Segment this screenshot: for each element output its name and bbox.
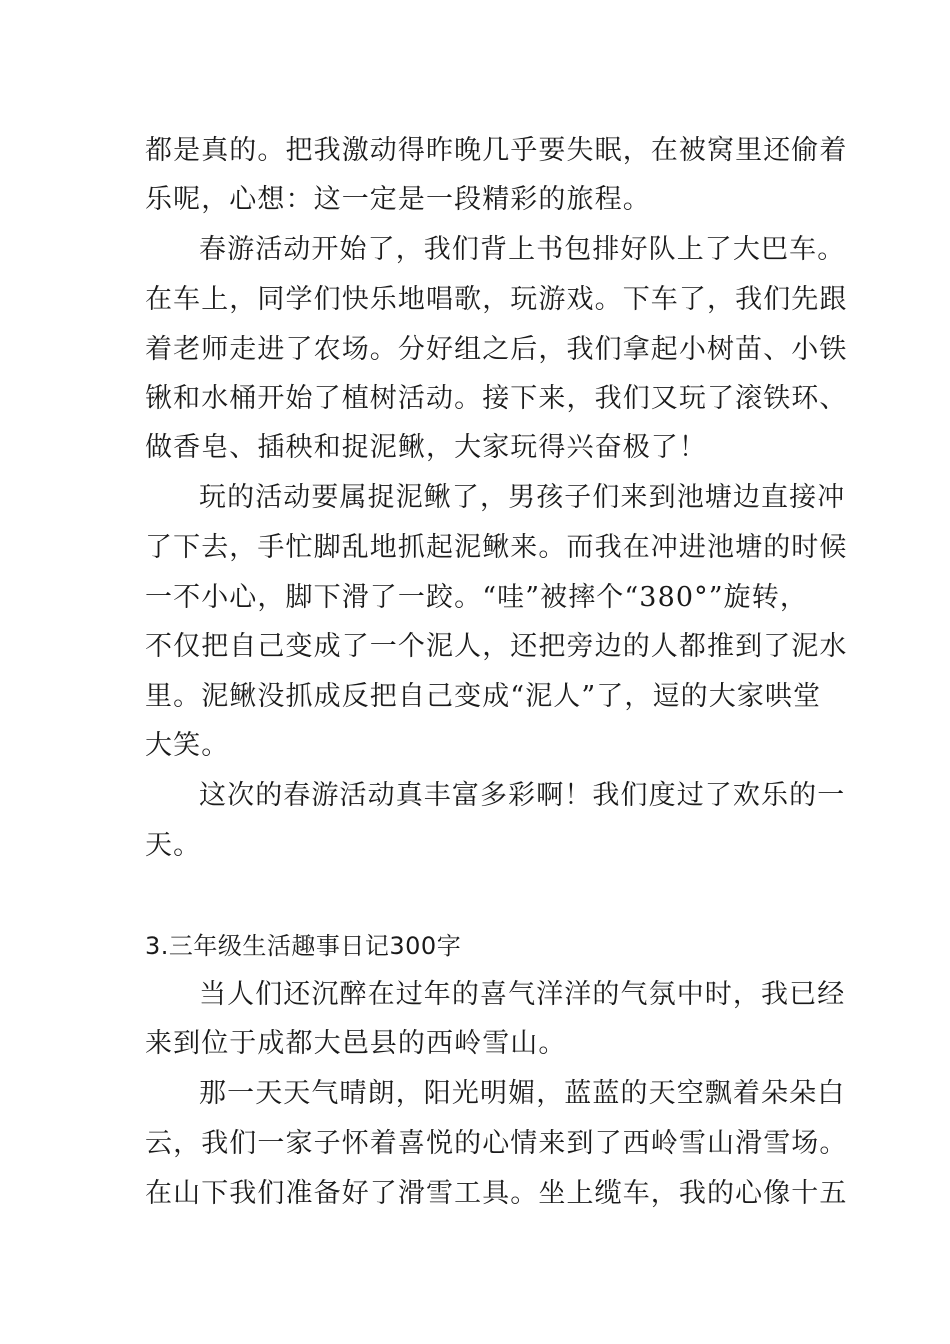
body-text-line: 锹和水桶开始了植树活动。接下来，我们又玩了滚铁环、 (145, 383, 848, 414)
body-text-line: 乐呢，心想：这一定是一段精彩的旅程。 (145, 184, 651, 215)
paragraph-start-line: 那一天天气晴朗，阳光明媚，蓝蓝的天空飘着朵朵白 (199, 1078, 846, 1109)
body-text-line: 一不小心，脚下滑了一跤。“哇”被摔个“380°”旋转， (145, 582, 808, 613)
paragraph-start-line: 这次的春游活动真丰富多彩啊！我们度过了欢乐的一 (199, 780, 846, 811)
body-text-line: 都是真的。把我激动得昨晚几乎要失眠，在被窝里还偷着 (145, 135, 848, 166)
body-text-line: 在山下我们准备好了滑雪工具。坐上缆车，我的心像十五 (145, 1178, 848, 1209)
body-text-line: 做香皂、插秧和捉泥鳅，大家玩得兴奋极了！ (145, 432, 707, 463)
body-text-line: 来到位于成都大邑县的西岭雪山。 (145, 1028, 567, 1059)
body-text-line: 在车上，同学们快乐地唱歌，玩游戏。下车了，我们先跟 (145, 284, 848, 315)
body-text-line: 了下去，手忙脚乱地抓起泥鳅来。而我在冲进池塘的时候 (145, 532, 848, 563)
body-text-line: 天。 (145, 830, 202, 861)
paragraph-start-line: 当人们还沉醉在过年的喜气洋洋的气氛中时，我已经 (199, 979, 846, 1010)
body-text-line: 云，我们一家子怀着喜悦的心情来到了西岭雪山滑雪场。 (145, 1128, 848, 1159)
section-heading: 3.三年级生活趣事日记300字 (145, 932, 462, 960)
paragraph-start-line: 春游活动开始了，我们背上书包排好队上了大巴车。 (199, 234, 846, 265)
body-text-line: 大笑。 (145, 730, 230, 761)
body-text-line: 不仅把自己变成了一个泥人，还把旁边的人都推到了泥水 (145, 631, 848, 662)
body-text-line: 着老师走进了农场。分好组之后，我们拿起小树苗、小铁 (145, 334, 848, 365)
paragraph-start-line: 玩的活动要属捉泥鳅了，男孩子们来到池塘边直接冲 (199, 482, 846, 513)
body-text-line: 里。泥鳅没抓成反把自己变成“泥人”了，逗的大家哄堂 (145, 681, 822, 712)
